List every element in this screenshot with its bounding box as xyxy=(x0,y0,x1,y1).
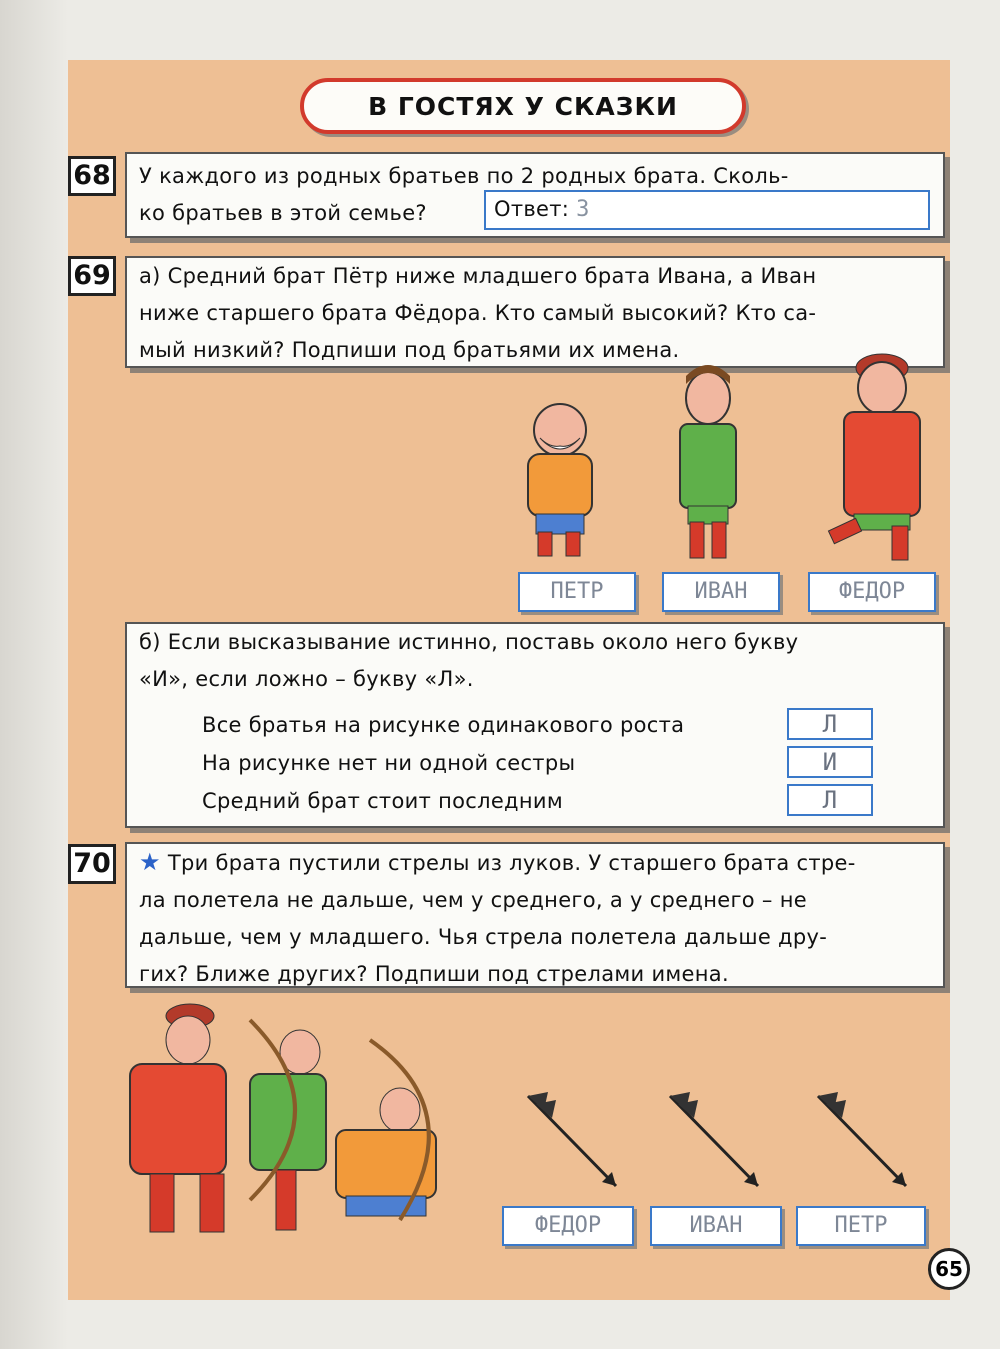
page-number: 65 xyxy=(928,1248,970,1290)
task-68-line2: ко братьев в этой семье? xyxy=(139,201,427,225)
book-gutter xyxy=(0,0,68,1349)
task-69b-line2: «И», если ложно – букву «Л». xyxy=(139,667,474,691)
task-number-70: 70 xyxy=(68,844,116,884)
task-70-line4: гих? Ближе других? Подпиши под стрелами имена. xyxy=(139,962,729,986)
task-70-box xyxy=(125,842,945,988)
task-69a-line1: а) Средний брат Пётр ниже младшего брата Ивана, а Иван xyxy=(139,264,817,288)
brother-petr-figure xyxy=(528,404,592,556)
archer-ivan-figure xyxy=(250,1020,326,1230)
task-69a-line3: мый низкий? Подпиши под братьями их имена. xyxy=(139,338,680,362)
task-number-69: 69 xyxy=(68,256,116,296)
arrow-name-label-3[interactable]: ПЕТР xyxy=(796,1206,926,1246)
answer-label: Ответ: xyxy=(494,197,570,221)
name-label-fedor[interactable]: ФЕДОР xyxy=(808,572,936,612)
task-69b-line1: б) Если высказывание истинно, поставь около него букву xyxy=(139,630,799,654)
name-label-ivan[interactable]: ИВАН xyxy=(662,572,780,612)
star-icon: ★ xyxy=(139,848,161,876)
statement-1-answer[interactable]: Л xyxy=(787,708,873,740)
task-69b-box xyxy=(125,622,945,828)
task-70-line1: Три брата пустили стрелы из луков. У старшего брата стре- xyxy=(167,851,856,875)
statement-1: Все братья на рисунке одинакового роста xyxy=(202,713,685,737)
arrow-name-label-2[interactable]: ИВАН xyxy=(650,1206,782,1246)
task-number-68: 68 xyxy=(68,156,116,196)
brother-ivan-figure xyxy=(680,365,736,558)
archer-petr-figure xyxy=(336,1040,436,1220)
statement-3-answer[interactable]: Л xyxy=(787,784,873,816)
arrow-name-label-1[interactable]: ФЕДОР xyxy=(502,1206,634,1246)
task-68-box xyxy=(125,152,945,238)
arrow-1-icon xyxy=(518,1086,628,1196)
page-title: В ГОСТЯХ У СКАЗКИ xyxy=(300,78,746,134)
task-70-line2: ла полетела не дальше, чем у среднего, а у среднего – не xyxy=(139,888,807,912)
answer-value: 3 xyxy=(576,197,590,222)
arrow-2-icon xyxy=(660,1086,770,1196)
arrow-3-icon xyxy=(808,1086,918,1196)
statement-2: На рисунке нет ни одной сестры xyxy=(202,751,576,775)
brothers-illustration xyxy=(500,348,960,570)
archers-illustration xyxy=(100,1000,480,1250)
answer-field-68[interactable] xyxy=(484,190,930,230)
statement-2-answer[interactable]: И xyxy=(787,746,873,778)
archer-fedor-figure xyxy=(130,1004,226,1232)
brother-fedor-figure xyxy=(828,354,920,560)
name-label-petr[interactable]: ПЕТР xyxy=(518,572,636,612)
statement-3: Средний брат стоит последним xyxy=(202,789,563,813)
task-68-line1: У каждого из родных братьев по 2 родных брата. Сколь- xyxy=(139,164,789,188)
task-70-line3: дальше, чем у младшего. Чья стрела полетела дальше дру- xyxy=(139,925,828,949)
task-69a-line2: ниже старшего брата Фёдора. Кто самый высокий? Кто са- xyxy=(139,301,817,325)
